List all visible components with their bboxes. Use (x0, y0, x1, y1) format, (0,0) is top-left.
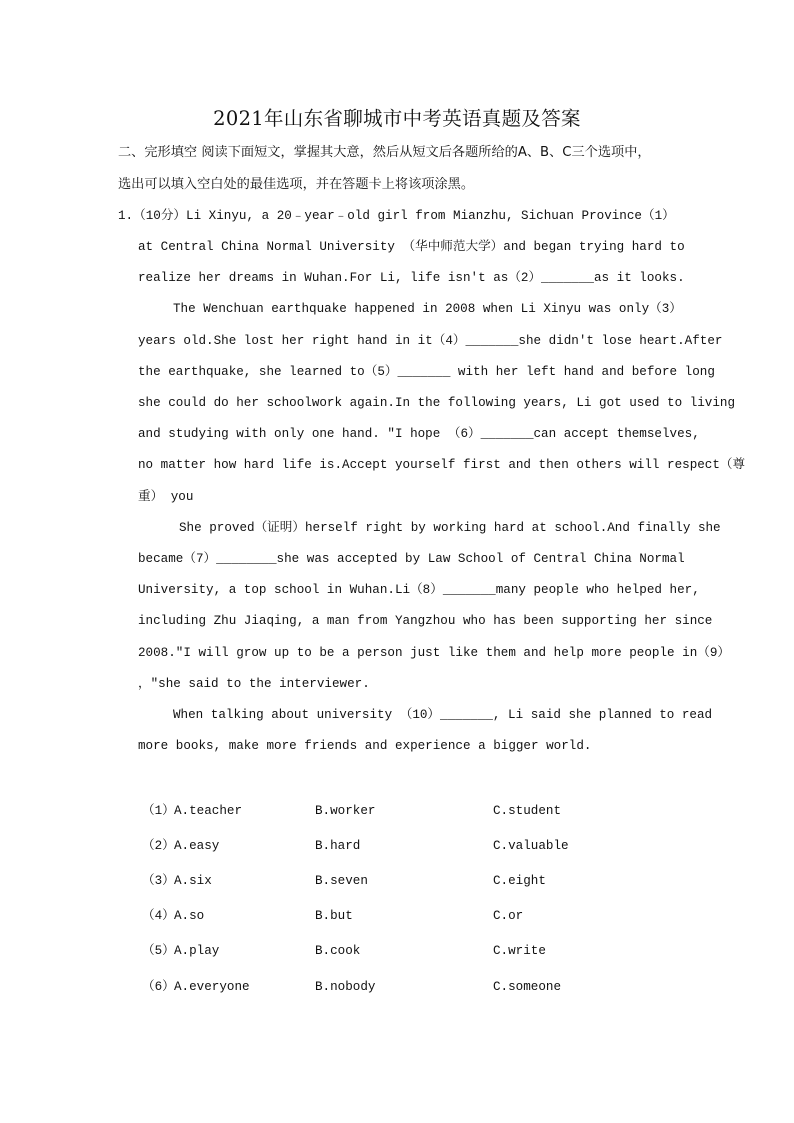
passage-line: 重） you (138, 490, 194, 504)
option-a[interactable]: A.everyone (174, 980, 250, 994)
option-c[interactable]: C.valuable (493, 839, 569, 853)
passage-line: ，"she said to the interviewer. (138, 677, 370, 691)
passage-line: the earthquake, she learned to（5）_______ with her left hand and before long (138, 365, 715, 379)
passage-line: realize her dreams in Wuhan.For Li, life isn't as（2）_______as it looks. (138, 271, 685, 285)
option-c[interactable]: C.someone (493, 980, 562, 994)
option-a[interactable]: A.so (174, 909, 205, 923)
option-number: （3） (142, 874, 175, 888)
passage-line: she could do her schoolwork again.In the following years, Li got used to living (138, 396, 736, 410)
option-number: （5） (142, 944, 175, 958)
option-c[interactable]: C.write (493, 944, 546, 958)
passage-line: and studying with only one hand. "I hope （6）_______can accept themselves, (138, 427, 700, 441)
section-instruction-line-1: 二、完形填空 阅读下面短文，掌握其大意，然后从短文后各题所给的A、B、C三个选项中， (118, 145, 651, 160)
option-c[interactable]: C.eight (493, 874, 546, 888)
option-c[interactable]: C.student (493, 804, 562, 818)
option-b[interactable]: B.hard (315, 839, 361, 853)
option-b[interactable]: B.seven (315, 874, 368, 888)
passage-line: at Central China Normal University （华中师范大学）and began trying hard to (138, 240, 685, 254)
option-a[interactable]: A.six (174, 874, 212, 888)
passage-line: When talking about university （10）_______, Li said she planned to read (173, 708, 713, 722)
option-a[interactable]: A.teacher (174, 804, 243, 818)
passage-line: 1.（10分）Li Xinyu, a 20﹣year﹣old girl from Mianzhu, Sichuan Province（1） (118, 209, 675, 223)
passage-line: became（7）________she was accepted by Law School of Central China Normal (138, 552, 685, 566)
passage-line: University, a top school in Wuhan.Li（8）_______many people who helped her, (138, 583, 700, 597)
option-b[interactable]: B.cook (315, 944, 361, 958)
option-number: （2） (142, 839, 175, 853)
option-number: （4） (142, 909, 175, 923)
option-b[interactable]: B.nobody (315, 980, 376, 994)
option-b[interactable]: B.worker (315, 804, 376, 818)
option-number: （1） (142, 804, 175, 818)
option-a[interactable]: A.easy (174, 839, 220, 853)
passage-line: 2008."I will grow up to be a person just like them and help more people in（9） (138, 646, 730, 660)
passage-line: more books, make more friends and experience a bigger world. (138, 739, 592, 753)
passage-line: She proved（证明）herself right by working hard at school.And finally she (179, 521, 721, 535)
option-a[interactable]: A.play (174, 944, 220, 958)
option-c[interactable]: C.or (493, 909, 524, 923)
passage-line: including Zhu Jiaqing, a man from Yangzhou who has been supporting her since (138, 614, 713, 628)
option-number: （6） (142, 980, 175, 994)
passage-line: The Wenchuan earthquake happened in 2008 when Li Xinyu was only（3） (173, 302, 682, 316)
page-title: 2021年山东省聊城市中考英语真题及答案 (213, 107, 581, 130)
passage-line: no matter how hard life is.Accept yourself first and then others will respect（尊 (138, 458, 746, 472)
section-instruction-line-2: 选出可以填入空白处的最佳选项，并在答题卡上将该项涂黑。 (118, 177, 475, 192)
passage-line: years old.She lost her right hand in it（4）_______she didn't lose heart.After (138, 334, 723, 348)
option-b[interactable]: B.but (315, 909, 353, 923)
